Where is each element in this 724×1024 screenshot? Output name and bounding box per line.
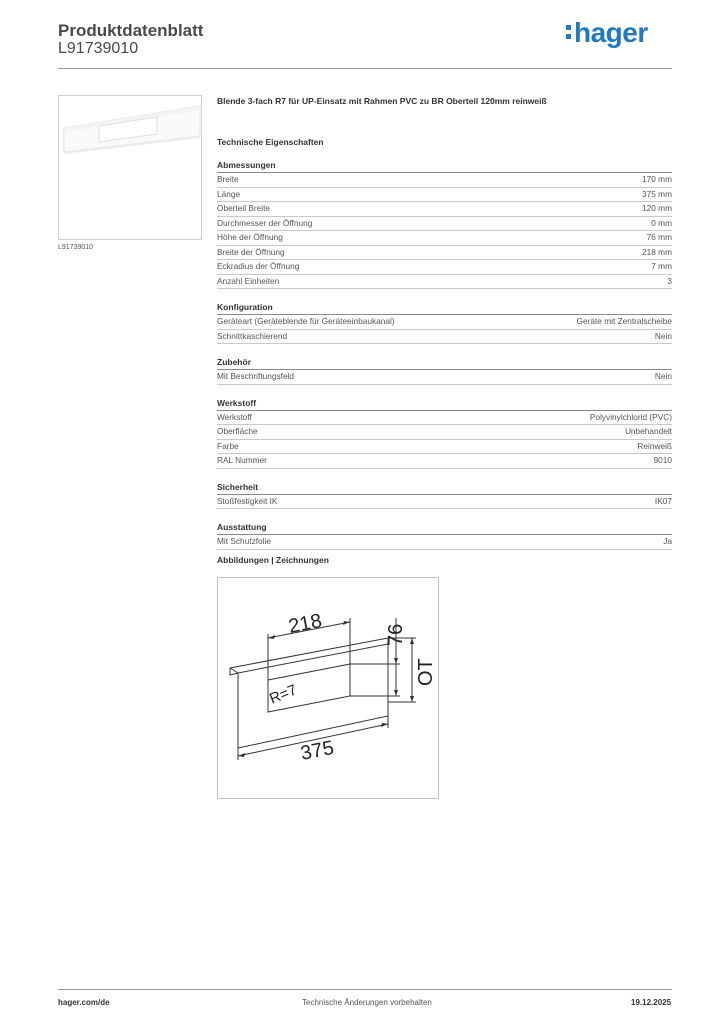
page-title: Produktdatenblatt — [58, 21, 204, 40]
spec-row — [217, 217, 672, 232]
spec-label: Breite — [217, 174, 239, 184]
section-konfiguration — [217, 302, 672, 344]
footer-divider — [58, 989, 672, 990]
dimension-drawing — [218, 578, 440, 800]
section-heading: Sicherheit — [217, 482, 672, 495]
cover-plate-image — [59, 96, 203, 241]
logo-text: hager — [574, 17, 648, 48]
spec-row — [217, 275, 672, 290]
spec-row — [217, 495, 672, 510]
spec-row — [217, 440, 672, 455]
spec-row — [217, 202, 672, 217]
section-heading: Abmessungen — [217, 160, 672, 173]
spec-label: Schnittkaschierend — [217, 330, 288, 341]
spec-row — [217, 411, 672, 426]
spec-value: Ja — [663, 536, 672, 546]
hager-logo — [566, 17, 648, 49]
section-abmessungen — [217, 160, 672, 289]
thumbnail-caption: L91739010 — [58, 244, 94, 251]
spec-value: Reinweiß — [637, 440, 672, 451]
figures-heading: Abbildungen | Zeichnungen — [217, 555, 329, 565]
dim-width-label: 218 — [286, 609, 324, 638]
spec-value: 375 mm — [642, 188, 672, 199]
dim-length-label: 375 — [298, 736, 336, 765]
dim-height-label: 76 — [385, 623, 407, 646]
spec-value: 3 — [667, 275, 672, 286]
spec-value: 76 mm — [646, 232, 672, 242]
footer-website-link[interactable]: hager.com/de — [58, 998, 110, 1007]
section-zubehoer — [217, 357, 672, 385]
spec-label: Geräteart (Geräteblende für Geräteeinbaukanal) — [217, 316, 395, 326]
spec-label: Oberteil Breite — [217, 203, 271, 213]
spec-value: 120 mm — [642, 203, 672, 213]
spec-row — [217, 315, 672, 330]
section-werkstoff — [217, 398, 672, 469]
dim-ot-label: OT — [415, 658, 437, 686]
section-sicherheit — [217, 482, 672, 510]
logo-colon-icon — [566, 25, 572, 43]
product-code: L91739010 — [58, 40, 139, 57]
section-heading: Zubehör — [217, 357, 672, 370]
spec-label: Länge — [217, 188, 241, 199]
spec-label: Stoßfestigkeit IK — [217, 495, 278, 506]
spec-label: Eckradius der Öffnung — [217, 261, 300, 271]
spec-row — [217, 231, 672, 246]
spec-label: Durchmesser der Öffnung — [217, 217, 313, 228]
spec-row — [217, 330, 672, 345]
spec-value: IK07 — [654, 495, 672, 506]
section-heading: Ausstattung — [217, 522, 672, 535]
spec-label: Breite der Öffnung — [217, 246, 285, 257]
spec-value: Geräte mit Zentralscheibe — [576, 316, 672, 326]
spec-label: RAL Nummer — [217, 455, 267, 465]
dim-radius-label: R=7 — [267, 681, 300, 708]
spec-row — [217, 425, 672, 440]
spec-value: Nein — [654, 371, 672, 381]
footer-date: 19.12.2025 — [631, 998, 672, 1007]
spec-row — [217, 370, 672, 385]
section-heading: Werkstoff — [217, 398, 672, 411]
spec-label: Oberfläche — [217, 426, 258, 436]
spec-value: 0 mm — [651, 217, 672, 228]
spec-label: Anzahl Einheiten — [217, 275, 280, 286]
spec-row — [217, 246, 672, 261]
product-details — [217, 90, 672, 550]
spec-value: 170 mm — [642, 174, 672, 184]
spec-value: Unbehandelt — [624, 426, 672, 436]
spec-row — [217, 454, 672, 469]
spec-value: Nein — [654, 330, 672, 341]
spec-value: 218 mm — [642, 246, 672, 257]
spec-label: Werkstoff — [217, 411, 252, 422]
section-ausstattung — [217, 522, 672, 550]
spec-label: Höhe der Öffnung — [217, 232, 283, 242]
spec-label: Mit Beschriftungsfeld — [217, 371, 295, 381]
spec-label: Mit Schutzfolie — [217, 536, 271, 546]
technical-drawing — [217, 577, 439, 799]
spec-value: 7 mm — [651, 261, 672, 271]
footer-disclaimer: Technische Änderungen vorbehalten — [302, 998, 432, 1007]
tech-properties-heading: Technische Eigenschaften — [217, 137, 324, 147]
spec-row — [217, 260, 672, 275]
product-thumbnail — [58, 95, 202, 240]
section-heading: Konfiguration — [217, 302, 672, 315]
spec-value: 9010 — [653, 455, 672, 465]
spec-row — [217, 535, 672, 550]
spec-label: Farbe — [217, 440, 239, 451]
spec-row — [217, 173, 672, 188]
product-description: Blende 3-fach R7 für UP-Einsatz mit Rahmen PVC zu BR Oberteil 120mm reinweiß — [217, 96, 547, 106]
spec-row — [217, 188, 672, 203]
header-divider — [58, 68, 672, 69]
spec-value: Polyvinylchlorid (PVC) — [589, 411, 672, 422]
